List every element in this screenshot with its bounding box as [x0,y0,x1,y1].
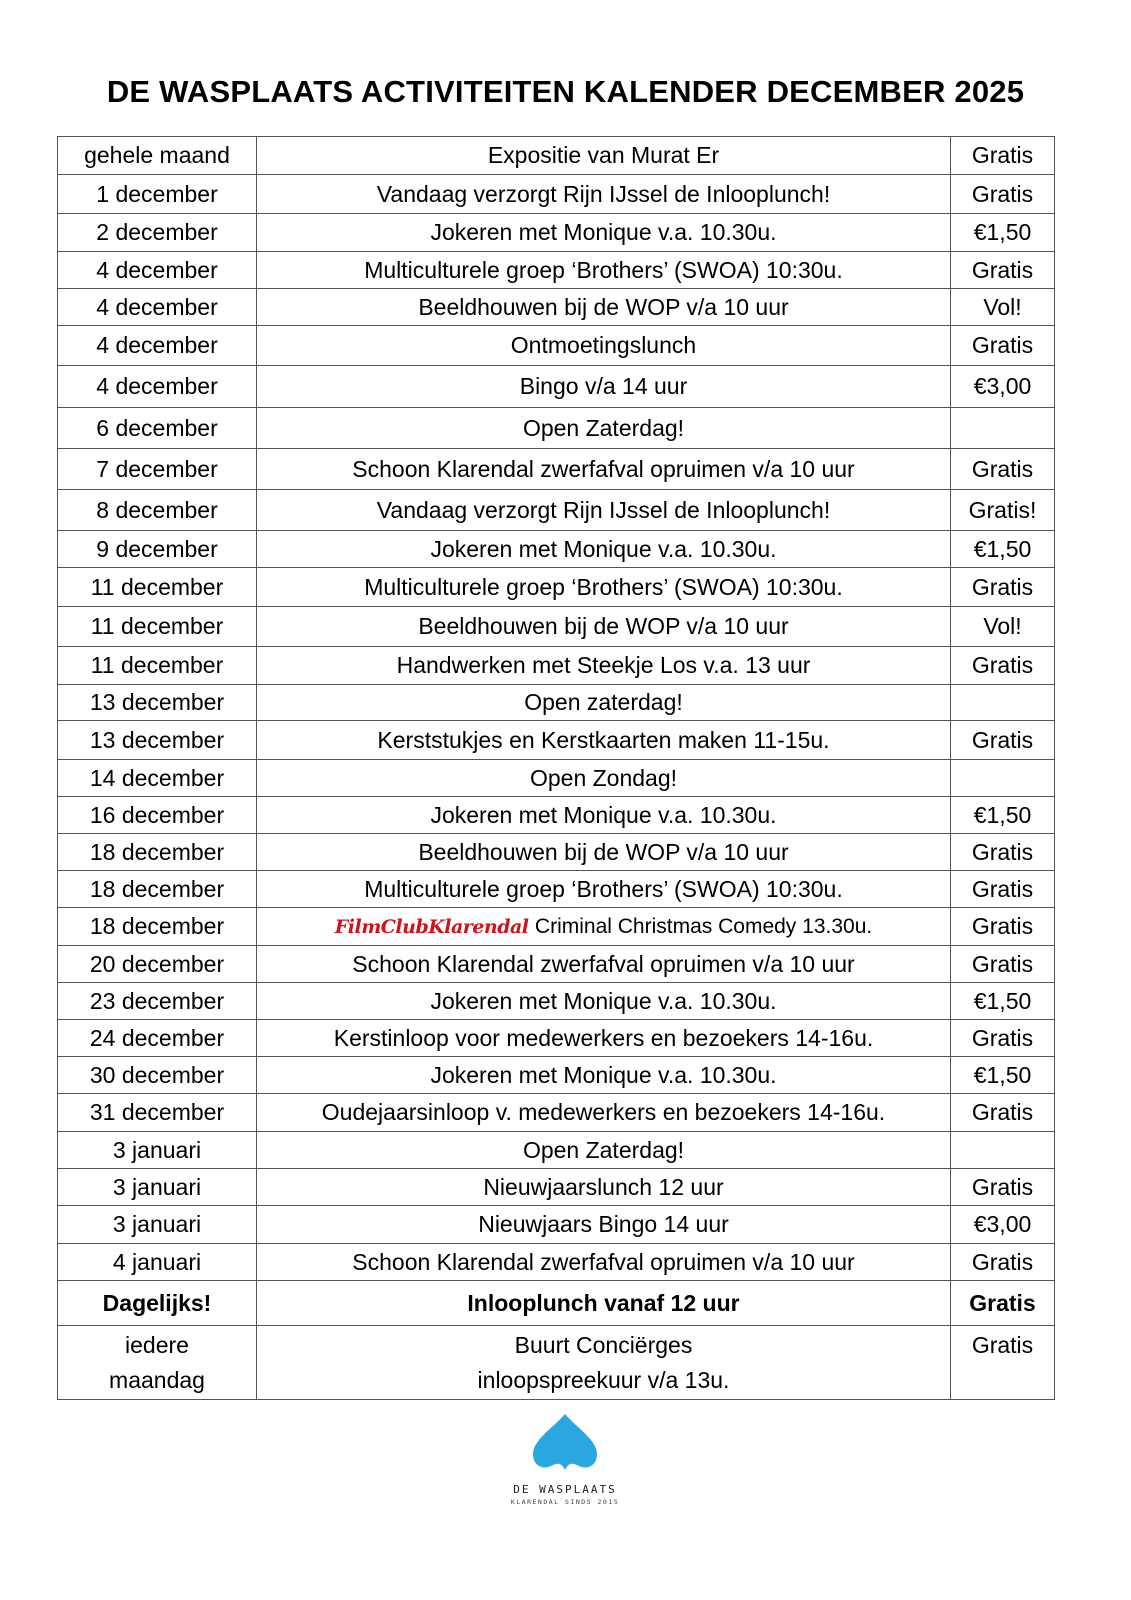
activity-cell: Open Zondag! [257,760,951,797]
date-cell [58,1326,257,1400]
activity-cell [257,908,951,946]
activity-cell: Multiculturele groep ‘Brothers’ (SWOA) 10:30u. [257,871,951,908]
activity-cell: Multiculturele groep ‘Brothers’ (SWOA) 10:30u. [257,568,951,607]
activity-calendar-table [57,136,1055,1400]
date-cell: 4 december [58,252,257,289]
price-cell: Gratis [951,647,1055,685]
activity-line: Buurt Conciërges [514,1332,693,1358]
price-cell [951,408,1055,449]
date-cell: Dagelijks! [58,1281,257,1326]
activity-cell: Multiculturele groep ‘Brothers’ (SWOA) 10:30u. [257,252,951,289]
date-cell: 7 december [58,449,257,490]
activity-cell: Vandaag verzorgt Rijn IJssel de Inlooplunch! [257,175,951,214]
activity-cell: Jokeren met Monique v.a. 10.30u. [257,1057,951,1094]
table-row [58,137,1055,175]
date-cell: 3 januari [58,1132,257,1169]
price-cell: Gratis [951,1281,1055,1326]
activity-cell: Bingo v/a 14 uur [257,366,951,408]
date-cell: 3 januari [58,1206,257,1244]
activity-cell: Nieuwjaarslunch 12 uur [257,1169,951,1206]
price-cell [951,1132,1055,1169]
table-row [58,1094,1055,1132]
table-row [58,366,1055,408]
activity-cell: Kerststukjes en Kerstkaarten maken 11-15u. [257,721,951,760]
date-cell: 11 december [58,568,257,607]
activity-cell: Jokeren met Monique v.a. 10.30u. [257,531,951,568]
price-cell: Gratis [951,1094,1055,1132]
date-line: iedere [125,1332,189,1358]
table-row [58,490,1055,531]
price-cell: Gratis [951,908,1055,946]
activity-cell: Kerstinloop voor medewerkers en bezoekers 14-16u. [257,1020,951,1057]
price-cell: Gratis [951,1326,1055,1400]
date-line: maandag [109,1367,205,1393]
price-cell: Gratis [951,175,1055,214]
activity-cell: Schoon Klarendal zwerfafval opruimen v/a 10 uur [257,449,951,490]
price-cell: €1,50 [951,797,1055,834]
table-row [58,946,1055,983]
date-cell: 11 december [58,647,257,685]
table-row [58,983,1055,1020]
price-cell: Gratis [951,1020,1055,1057]
activity-cell: Jokeren met Monique v.a. 10.30u. [257,214,951,252]
activity-cell: Inlooplunch vanaf 12 uur [257,1281,951,1326]
water-drop-icon [525,1410,605,1474]
table-row [58,568,1055,607]
table-row [58,760,1055,797]
activity-cell [257,1326,951,1400]
date-cell: 9 december [58,531,257,568]
price-cell: €1,50 [951,531,1055,568]
table-row [58,607,1055,647]
date-cell: 11 december [58,607,257,647]
price-cell [951,685,1055,721]
date-cell: 13 december [58,721,257,760]
date-cell: 24 december [58,1020,257,1057]
activity-cell: Beeldhouwen bij de WOP v/a 10 uur [257,607,951,647]
date-cell: 4 december [58,326,257,366]
table-row [58,1281,1055,1326]
calendar-body [58,137,1055,1400]
table-row [58,289,1055,326]
table-row [58,871,1055,908]
price-cell: €3,00 [951,366,1055,408]
price-cell: €1,50 [951,983,1055,1020]
date-cell: gehele maand [58,137,257,175]
activity-cell: Beeldhouwen bij de WOP v/a 10 uur [257,289,951,326]
table-row [58,326,1055,366]
activity-cell: Oudejaarsinloop v. medewerkers en bezoekers 14-16u. [257,1094,951,1132]
date-cell: 4 december [58,289,257,326]
table-row [58,797,1055,834]
table-row [58,252,1055,289]
activity-cell: Schoon Klarendal zwerfafval opruimen v/a 10 uur [257,1244,951,1281]
table-row [58,1206,1055,1244]
activity-text: Criminal Christmas Comedy 13.30u. [534,915,873,938]
date-cell: 6 december [58,408,257,449]
price-cell: Gratis [951,449,1055,490]
activity-cell: Expositie van Murat Er [257,137,951,175]
filmclub-klarendal-logo: FilmClubKlarendal [334,916,529,938]
wasplaats-logo [480,1410,650,1510]
date-cell: 31 december [58,1094,257,1132]
table-row [58,1244,1055,1281]
price-cell: Gratis [951,1169,1055,1206]
date-cell: 13 december [58,685,257,721]
activity-cell: Beeldhouwen bij de WOP v/a 10 uur [257,834,951,871]
table-row [58,721,1055,760]
price-cell [951,760,1055,797]
table-row [58,685,1055,721]
table-row [58,175,1055,214]
table-row [58,1057,1055,1094]
date-cell: 14 december [58,760,257,797]
table-row [58,1169,1055,1206]
table-row [58,1326,1055,1400]
price-cell: Gratis [951,252,1055,289]
activity-cell: Open zaterdag! [257,685,951,721]
activity-cell: Nieuwjaars Bingo 14 uur [257,1206,951,1244]
activity-cell: Vandaag verzorgt Rijn IJssel de Inlooplunch! [257,490,951,531]
date-cell: 18 december [58,908,257,946]
table-row [58,1020,1055,1057]
table-row [58,449,1055,490]
table-row [58,647,1055,685]
price-cell: Gratis [951,946,1055,983]
date-cell: 18 december [58,871,257,908]
date-cell: 23 december [58,983,257,1020]
price-cell: Gratis [951,568,1055,607]
price-cell: €1,50 [951,1057,1055,1094]
date-cell: 2 december [58,214,257,252]
activity-cell: Jokeren met Monique v.a. 10.30u. [257,797,951,834]
activity-line: inloopspreekuur v/a 13u. [477,1367,730,1393]
price-cell: Gratis [951,721,1055,760]
date-cell: 30 december [58,1057,257,1094]
activity-cell: Schoon Klarendal zwerfafval opruimen v/a 10 uur [257,946,951,983]
logo-tagline: KLARENDAL SINDS 2015 [510,1498,620,1506]
activity-cell: Ontmoetingslunch [257,326,951,366]
table-row [58,408,1055,449]
date-cell: 18 december [58,834,257,871]
price-cell: Gratis! [951,490,1055,531]
price-cell: €1,50 [951,214,1055,252]
activity-cell: Open Zaterdag! [257,1132,951,1169]
table-row [58,834,1055,871]
date-cell: 4 januari [58,1244,257,1281]
table-row [58,214,1055,252]
logo-brand-name: DE WASPLAATS [513,1483,617,1496]
price-cell: Vol! [951,289,1055,326]
activity-cell: Handwerken met Steekje Los v.a. 13 uur [257,647,951,685]
price-cell: Vol! [951,607,1055,647]
price-cell: Gratis [951,871,1055,908]
price-cell: Gratis [951,137,1055,175]
price-cell: Gratis [951,834,1055,871]
date-cell: 3 januari [58,1169,257,1206]
date-cell: 20 december [58,946,257,983]
date-cell: 1 december [58,175,257,214]
date-cell: 4 december [58,366,257,408]
date-cell: 16 december [58,797,257,834]
table-row [58,531,1055,568]
price-cell: €3,00 [951,1206,1055,1244]
table-row [58,908,1055,946]
price-cell: Gratis [951,1244,1055,1281]
page-title: DE WASPLAATS ACTIVITEITEN KALENDER DECEMBER 2025 [106,74,1025,109]
activity-cell: Open Zaterdag! [257,408,951,449]
price-cell: Gratis [951,326,1055,366]
table-row [58,1132,1055,1169]
date-cell: 8 december [58,490,257,531]
activity-cell: Jokeren met Monique v.a. 10.30u. [257,983,951,1020]
